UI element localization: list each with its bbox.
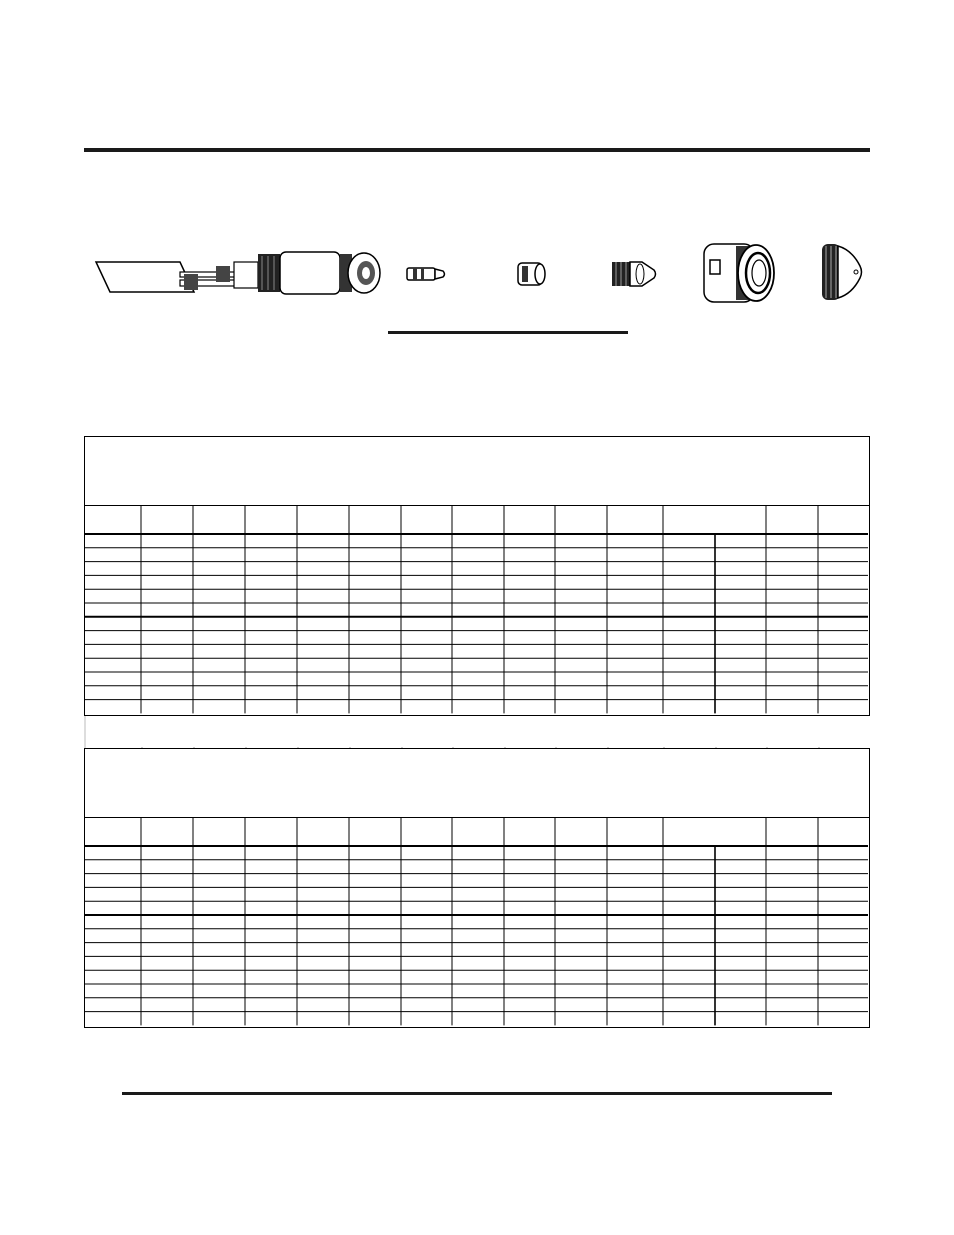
retaining-cap-icon bbox=[700, 238, 778, 308]
swirl-ring-icon bbox=[514, 260, 548, 288]
shield-icon bbox=[818, 240, 866, 304]
nozzle-icon bbox=[610, 256, 660, 292]
footer-rule bbox=[122, 1092, 832, 1095]
cut-chart-table-1 bbox=[84, 436, 870, 716]
table-header bbox=[85, 437, 869, 506]
cut-chart-table-2 bbox=[84, 748, 870, 1028]
table-header bbox=[85, 749, 869, 818]
table-gap-ticks bbox=[84, 716, 870, 750]
table-grid bbox=[85, 818, 868, 1026]
header-rule bbox=[84, 148, 870, 152]
electrode-icon bbox=[405, 264, 447, 284]
torch-body-icon bbox=[94, 244, 384, 302]
parts-caption-rule bbox=[388, 331, 628, 334]
consumables-illustration bbox=[0, 230, 954, 320]
table-grid bbox=[85, 506, 868, 714]
